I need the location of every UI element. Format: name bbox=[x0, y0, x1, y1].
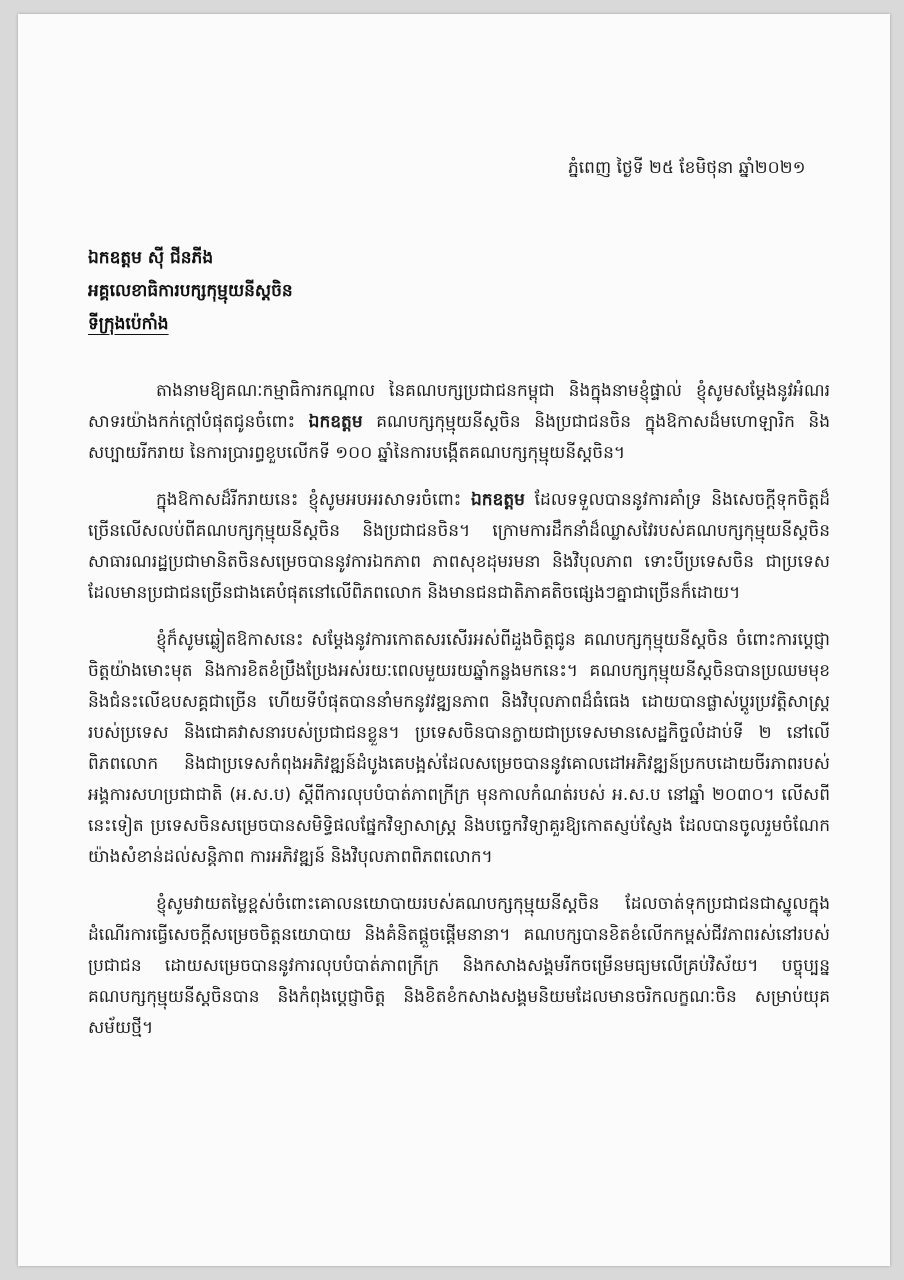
paragraph-1-text-b: គណបក្សកុម្មុយនីស្តចិន និងប្រជាជនចិន ក្នុងឱកាសដ៏មហោឡារិក និងសប្បាយរីករាយ នៃការប្រារព្ធខួបលើកទី ១០០ ឆ្នាំនៃការបង្កើតគណបក្សកុម្មុយនីស្តចិន។ bbox=[88, 412, 831, 463]
paragraph-1-bold: ឯកឧត្តម bbox=[308, 412, 363, 432]
paragraph-4: ខ្ញុំសូមវាយតម្លៃខ្ពស់ចំពោះគោលនយោបាយរបស់គណបក្សកុម្មុយនីស្តចិន ដែលចាត់ទុកប្រជាជនជាស្នូលក្នុងដំណើរការធ្វើសេចក្តីសម្រេចចិត្តនយោបាយ និងគំនិតផ្តួចផ្តើមនានា។ គណបក្សបានខិតខំលើកកម្ពស់ជីវភាពរស់នៅរបស់ប្រជាជន ដោយសម្រេចបាននូវការលុបបំបាត់ភាពក្រីក្រ និងកសាងសង្គមរីកចម្រើនមធ្យមលើគ្រប់វិស័យ។ បច្ចុប្បន្ន គណបក្សកុម្មុយនីស្តចិនបាន និងកំពុងប្តេជ្ញាចិត្ត និងខិតខំកសាងសង្គមនិយមដែលមានចរិកលក្ខណៈចិន សម្រាប់យុគសម័យថ្មី។ bbox=[88, 894, 830, 1038]
paragraph-2-text-a: ក្នុងឱកាសដ៏រីករាយនេះ ខ្ញុំសូមអបអរសាទរចំពោះ bbox=[156, 490, 471, 510]
paragraph-1-text-a: តាងនាមឱ្យគណៈកម្មាធិការកណ្តាល នៃគណបក្សប្រជាជនកម្ពុជា និងក្នុងនាមខ្ញុំផ្ទាល់ ខ្ញុំសូមសម្តែងនូវអំណរសាទរយ៉ាងកក់ក្តៅបំផុតជូនចំពោះ bbox=[88, 381, 830, 432]
paragraph-2-text-b: ដែលទទួលបាននូវការគាំទ្រ និងសេចក្តីទុកចិត្តដ៏ច្រើនលើសលប់ពីគណបក្សកុម្មុយនីស្តចិន និងប្រជាជនចិន។ ក្រោមការដឹកនាំដ៏ឈ្លាសវៃរបស់គណបក្សកុម្មុយនីស្តចិន សាធារណរដ្ឋប្រជាមានិតចិនសម្រេចបាននូវការឯកភាព ភាពសុខដុមរមនា និងវិបុលភាព ទោះបីប្រទេសចិន ជាប្រទេសដែលមានប្រជាជនច្រើនជាងគេបំផុតនៅលើពិភពលោក និងមានជនជាតិភាគតិចផ្សេងៗគ្នាជាច្រើនក៏ដោយ។ bbox=[88, 490, 830, 603]
letter-page bbox=[18, 14, 890, 1266]
letter-body bbox=[88, 376, 830, 1060]
letter-date: ភ្នំពេញ ថ្ងៃទី ២៥ ខែមិថុនា ឆ្នាំ២០២១ bbox=[568, 158, 806, 178]
addressee-block bbox=[88, 242, 293, 341]
addressee-title: អគ្គលេខាធិការបក្សកុម្មុយនីស្តចិន bbox=[88, 281, 293, 301]
addressee-name: ឯកឧត្តម ស៊ី ជីនភីង bbox=[88, 248, 214, 268]
addressee-city: ទីក្រុងប៉េកាំង bbox=[88, 314, 169, 334]
paragraph-3: ខ្ញុំក៏សូមឆ្លៀតឱកាសនេះ សម្តែងនូវការកោតសរសើរអស់ពីដួងចិត្តជូន គណបក្សកុម្មុយនីស្តចិន ចំពោះការប្តេជ្ញាចិត្តយ៉ាងមោះមុត និងការខិតខំប្រឹងប្រែងអស់រយៈពេលមួយរយឆ្នាំកន្លងមកនេះ។ គណបក្សកុម្មុយនីស្តចិនបានប្រឈមមុខ និងជំនះលើឧបសគ្គជាច្រើន ហើយទីបំផុតបាននាំមកនូវវឌ្ឍនភាព និងវិបុលភាពដ៏ធំធេង ដោយបានផ្លាស់ប្តូរប្រវត្តិសាស្ត្ររបស់ប្រទេស និងជោគវាសនារបស់ប្រជាជនខ្លួន។ ប្រទេសចិនបានក្លាយជាប្រទេសមានសេដ្ឋកិច្ចលំដាប់ទី ២ នៅលើពិភពលោក និងជាប្រទេសកំពុងអភិវឌ្ឍន៍ដំបូងគេបង្អស់ដែលសម្រេចបាននូវគោលដៅអភិវឌ្ឍន៍ប្រកបដោយចីរភាពរបស់អង្គការសហប្រជាជាតិ (អ.ស.ប) ស្តីពីការលុបបំបាត់ភាពក្រីក្រ មុនកាលកំណត់របស់ អ.ស.ប នៅឆ្នាំ ២០៣០។ លើសពីនេះទៀត ប្រទេសចិនសម្រេចបានសមិទ្ធិផលផ្នែកវិទ្យាសាស្ត្រ និងបច្ចេកវិទ្យាគួរឱ្យកោតស្ញប់ស្ញែង ដែលបានចូលរួមចំណែកយ៉ាងសំខាន់ដល់សន្តិភាព ការអភិវឌ្ឍន៍ និងវិបុលភាពពិភពលោក។ bbox=[88, 630, 830, 867]
paragraph-2-bold: ឯកឧត្តម bbox=[470, 490, 525, 510]
paragraph-2 bbox=[88, 485, 830, 609]
paragraph-1 bbox=[88, 376, 830, 469]
